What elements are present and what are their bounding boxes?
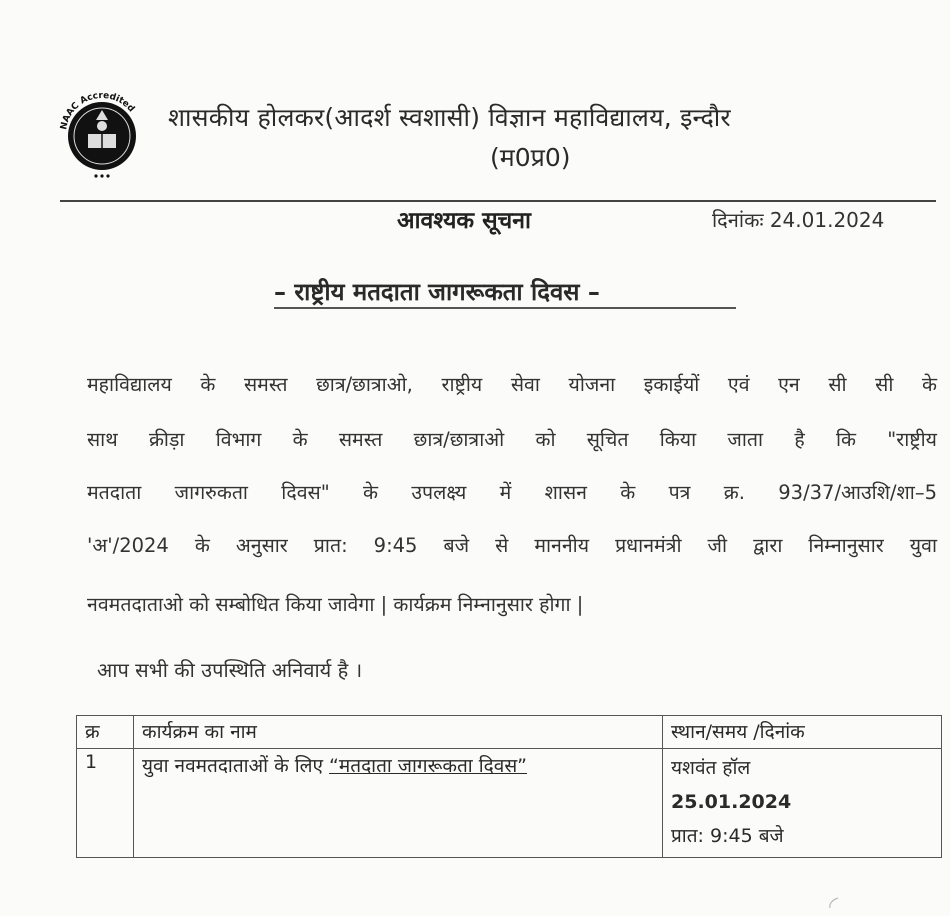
venue-name: यशवंत हॉल [671,757,751,779]
college-name: शासकीय होलकर(आदर्श स्वशासी) विज्ञान महाविद्यालय, इन्दौर [168,103,731,132]
venue-date: 25.01.2024 [671,791,792,813]
table-row [77,749,942,858]
header-sn: क्र [77,716,134,749]
subject-underline [274,307,736,309]
college-state: (म0प्र0) [490,143,571,172]
notice-title: आवश्यक सूचना [397,208,531,234]
program-quoted: “मतदाता जागरूकता दिवस” [329,755,528,777]
notice-subject: – राष्ट्रीय मतदाता जागरूकता दिवस – [274,278,600,306]
body-line-4: 'अ'/2024 के अनुसार प्रात: 9:45 बजे से माननीय प्रधानमंत्री जी द्वारा निम्नानुसार युवा [87,534,937,557]
logo-caption: NAAC Accredited [59,90,137,131]
row-venue [663,749,942,858]
body-line-1: महाविद्यालय के समस्त छात्र/छात्राओ, राष्ट्रीय सेवा योजना इकाईयों एवं एन सी सी के [87,373,937,396]
program-table [76,715,942,858]
pen-mark [826,896,842,910]
header-divider [60,200,936,202]
body-line-2: साथ क्रीड़ा विभाग के समस्त छात्र/छात्राओ को सूचित किया जाता है कि "राष्ट्रीय [87,428,937,451]
program-prefix: युवा नवमतदाताओं के लिए [142,755,330,777]
row-sn: 1 [77,749,134,858]
body-line-3: मतदाता जागरुकता दिवस" के उपलक्ष्य में शासन के पत्र क्र. 93/37/आउशि/शा–5 [87,481,937,504]
venue-time: प्रात: 9:45 बजे [671,825,784,847]
notice-date: दिनांकः 24.01.2024 [712,208,885,232]
row-program [134,749,663,858]
header-venue: स्थान/समय /दिनांक [663,716,942,749]
attendance-note: आप सभी की उपस्थिति अनिवार्य है । [97,658,363,682]
table-header-row [77,716,942,749]
body-line-5: नवमतदाताओ को सम्बोधित किया जावेगा | कार्यक्रम निम्नानुसार होगा | [87,593,584,616]
college-logo [52,86,152,190]
header-program: कार्यक्रम का नाम [134,716,663,749]
